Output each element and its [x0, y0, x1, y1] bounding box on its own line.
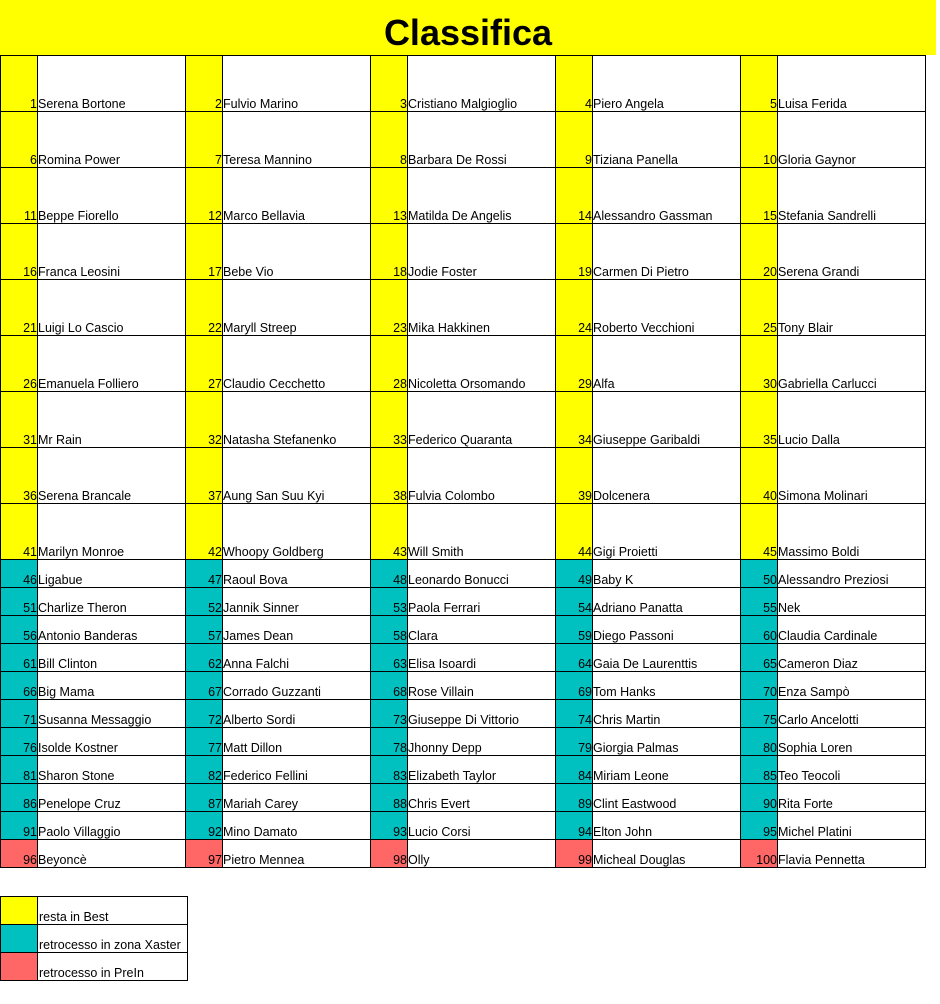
rank-number: 35	[741, 392, 778, 448]
rank-name: Bill Clinton	[38, 644, 186, 672]
rank-number: 89	[556, 784, 593, 812]
rank-name: Anna Falchi	[223, 644, 371, 672]
rank-name: Marilyn Monroe	[38, 504, 186, 560]
rank-name: Paola Ferrari	[408, 588, 556, 616]
rank-number: 71	[1, 700, 38, 728]
rank-name: Tiziana Panella	[593, 112, 741, 168]
legend-label-best: resta in Best	[38, 897, 188, 925]
rank-number: 13	[371, 168, 408, 224]
rank-name: Claudio Cecchetto	[223, 336, 371, 392]
rank-name: Rose Villain	[408, 672, 556, 700]
rank-number: 53	[371, 588, 408, 616]
rank-number: 24	[556, 280, 593, 336]
rank-number: 96	[1, 840, 38, 868]
rank-number: 86	[1, 784, 38, 812]
rank-name: Jodie Foster	[408, 224, 556, 280]
table-row	[1, 112, 926, 168]
legend-swatch-preln	[1, 953, 38, 981]
rank-number: 38	[371, 448, 408, 504]
table-row	[1, 560, 926, 588]
rank-name: Piero Angela	[593, 56, 741, 112]
rank-name: Mariah Carey	[223, 784, 371, 812]
rank-number: 90	[741, 784, 778, 812]
rank-number: 49	[556, 560, 593, 588]
rank-number: 61	[1, 644, 38, 672]
rank-name: Marco Bellavia	[223, 168, 371, 224]
rank-number: 68	[371, 672, 408, 700]
rank-name: Diego Passoni	[593, 616, 741, 644]
rank-name: Jhonny Depp	[408, 728, 556, 756]
rank-number: 25	[741, 280, 778, 336]
rank-number: 34	[556, 392, 593, 448]
legend-swatch-best	[1, 897, 38, 925]
rank-name: Chris Martin	[593, 700, 741, 728]
rank-name: Clara	[408, 616, 556, 644]
legend-label-xaster: retrocesso in zona Xaster	[38, 925, 188, 953]
table-row	[1, 812, 926, 840]
rank-number: 91	[1, 812, 38, 840]
rank-number: 87	[186, 784, 223, 812]
table-row	[1, 616, 926, 644]
table-row	[1, 56, 926, 112]
rank-number: 77	[186, 728, 223, 756]
rank-name: Giorgia Palmas	[593, 728, 741, 756]
table-row	[1, 504, 926, 560]
rank-number: 84	[556, 756, 593, 784]
rank-name: Sophia Loren	[778, 728, 926, 756]
rank-number: 21	[1, 280, 38, 336]
rank-number: 95	[741, 812, 778, 840]
rank-name: Gloria Gaynor	[778, 112, 926, 168]
rank-number: 27	[186, 336, 223, 392]
table-row	[1, 588, 926, 616]
rank-number: 32	[186, 392, 223, 448]
rank-number: 20	[741, 224, 778, 280]
rank-name: Fulvio Marino	[223, 56, 371, 112]
rank-name: Jannik Sinner	[223, 588, 371, 616]
rank-number: 92	[186, 812, 223, 840]
table-row	[1, 280, 926, 336]
rank-number: 80	[741, 728, 778, 756]
rank-number: 73	[371, 700, 408, 728]
legend-label-preln: retrocesso in PreIn	[38, 953, 188, 981]
rank-name: Mika Hakkinen	[408, 280, 556, 336]
rank-name: Tom Hanks	[593, 672, 741, 700]
rank-name: Roberto Vecchioni	[593, 280, 741, 336]
rank-number: 28	[371, 336, 408, 392]
rank-number: 45	[741, 504, 778, 560]
rank-number: 79	[556, 728, 593, 756]
rank-number: 88	[371, 784, 408, 812]
rank-name: Franca Leosini	[38, 224, 186, 280]
rank-number: 74	[556, 700, 593, 728]
rank-name: Corrado Guzzanti	[223, 672, 371, 700]
ranking-table	[0, 55, 926, 868]
rank-name: Adriano Panatta	[593, 588, 741, 616]
legend-table	[0, 896, 188, 981]
rank-number: 5	[741, 56, 778, 112]
rank-number: 65	[741, 644, 778, 672]
rank-name: Teo Teocoli	[778, 756, 926, 784]
rank-name: Matt Dillon	[223, 728, 371, 756]
rank-number: 44	[556, 504, 593, 560]
rank-number: 26	[1, 336, 38, 392]
rank-number: 63	[371, 644, 408, 672]
rank-name: Beppe Fiorello	[38, 168, 186, 224]
rank-number: 18	[371, 224, 408, 280]
rank-name: Maryll Streep	[223, 280, 371, 336]
rank-number: 67	[186, 672, 223, 700]
rank-number: 52	[186, 588, 223, 616]
table-row	[1, 224, 926, 280]
rank-name: Michel Platini	[778, 812, 926, 840]
rank-number: 16	[1, 224, 38, 280]
legend-row-xaster	[1, 925, 188, 953]
legend-row-best	[1, 897, 188, 925]
table-row	[1, 784, 926, 812]
legend-swatch-xaster	[1, 925, 38, 953]
rank-number: 9	[556, 112, 593, 168]
rank-number: 3	[371, 56, 408, 112]
rank-number: 12	[186, 168, 223, 224]
rank-number: 48	[371, 560, 408, 588]
rank-number: 69	[556, 672, 593, 700]
rank-number: 98	[371, 840, 408, 868]
rank-name: Sharon Stone	[38, 756, 186, 784]
rank-number: 70	[741, 672, 778, 700]
rank-name: Tony Blair	[778, 280, 926, 336]
rank-number: 39	[556, 448, 593, 504]
table-row	[1, 672, 926, 700]
rank-name: Matilda De Angelis	[408, 168, 556, 224]
rank-name: Alessandro Preziosi	[778, 560, 926, 588]
rank-name: Bebe Vio	[223, 224, 371, 280]
rank-name: Natasha Stefanenko	[223, 392, 371, 448]
rank-number: 17	[186, 224, 223, 280]
rank-number: 29	[556, 336, 593, 392]
rank-number: 72	[186, 700, 223, 728]
rank-name: Alessandro Gassman	[593, 168, 741, 224]
rank-name: Luigi Lo Cascio	[38, 280, 186, 336]
rank-name: Leonardo Bonucci	[408, 560, 556, 588]
rank-name: Elizabeth Taylor	[408, 756, 556, 784]
rank-number: 8	[371, 112, 408, 168]
rank-number: 6	[1, 112, 38, 168]
rank-name: Teresa Mannino	[223, 112, 371, 168]
rank-name: Clint Eastwood	[593, 784, 741, 812]
rank-name: Lucio Corsi	[408, 812, 556, 840]
rank-name: Claudia Cardinale	[778, 616, 926, 644]
rank-number: 10	[741, 112, 778, 168]
rank-name: Pietro Mennea	[223, 840, 371, 868]
table-row	[1, 392, 926, 448]
rank-number: 4	[556, 56, 593, 112]
rank-number: 78	[371, 728, 408, 756]
rank-number: 51	[1, 588, 38, 616]
rank-number: 100	[741, 840, 778, 868]
rank-name: Ligabue	[38, 560, 186, 588]
rank-number: 46	[1, 560, 38, 588]
rank-number: 58	[371, 616, 408, 644]
rank-name: Federico Quaranta	[408, 392, 556, 448]
table-row	[1, 644, 926, 672]
rank-number: 54	[556, 588, 593, 616]
rank-number: 1	[1, 56, 38, 112]
rank-name: Penelope Cruz	[38, 784, 186, 812]
rank-name: Olly	[408, 840, 556, 868]
rank-name: Susanna Messaggio	[38, 700, 186, 728]
rank-number: 81	[1, 756, 38, 784]
rank-name: Massimo Boldi	[778, 504, 926, 560]
rank-name: James Dean	[223, 616, 371, 644]
rank-number: 23	[371, 280, 408, 336]
rank-name: Federico Fellini	[223, 756, 371, 784]
rank-number: 64	[556, 644, 593, 672]
rank-name: Isolde Kostner	[38, 728, 186, 756]
rank-number: 82	[186, 756, 223, 784]
rank-name: Giuseppe Di Vittorio	[408, 700, 556, 728]
rank-name: Serena Bortone	[38, 56, 186, 112]
rank-name: Elton John	[593, 812, 741, 840]
rank-number: 85	[741, 756, 778, 784]
rank-number: 41	[1, 504, 38, 560]
rank-number: 50	[741, 560, 778, 588]
rank-number: 83	[371, 756, 408, 784]
rank-name: Big Mama	[38, 672, 186, 700]
rank-name: Gabriella Carlucci	[778, 336, 926, 392]
rank-number: 47	[186, 560, 223, 588]
rank-name: Serena Grandi	[778, 224, 926, 280]
rank-name: Will Smith	[408, 504, 556, 560]
rank-number: 31	[1, 392, 38, 448]
rank-number: 7	[186, 112, 223, 168]
rank-number: 76	[1, 728, 38, 756]
rank-name: Nicoletta Orsomando	[408, 336, 556, 392]
rank-name: Enza Sampò	[778, 672, 926, 700]
rank-name: Cristiano Malgioglio	[408, 56, 556, 112]
rank-number: 33	[371, 392, 408, 448]
rank-name: Baby K	[593, 560, 741, 588]
rank-name: Serena Brancale	[38, 448, 186, 504]
table-row	[1, 700, 926, 728]
rank-number: 94	[556, 812, 593, 840]
rank-number: 40	[741, 448, 778, 504]
rank-name: Fulvia Colombo	[408, 448, 556, 504]
rank-number: 56	[1, 616, 38, 644]
rank-name: Charlize Theron	[38, 588, 186, 616]
page-title: Classifica	[0, 0, 936, 55]
rank-number: 55	[741, 588, 778, 616]
rank-name: Elisa Isoardi	[408, 644, 556, 672]
rank-name: Barbara De Rossi	[408, 112, 556, 168]
rank-name: Stefania Sandrelli	[778, 168, 926, 224]
rank-number: 93	[371, 812, 408, 840]
rank-number: 43	[371, 504, 408, 560]
rank-name: Simona Molinari	[778, 448, 926, 504]
rank-name: Paolo Villaggio	[38, 812, 186, 840]
rank-number: 11	[1, 168, 38, 224]
rank-name: Mr Rain	[38, 392, 186, 448]
table-row	[1, 168, 926, 224]
rank-name: Giuseppe Garibaldi	[593, 392, 741, 448]
table-row	[1, 840, 926, 868]
table-row	[1, 728, 926, 756]
rank-name: Romina Power	[38, 112, 186, 168]
rank-number: 62	[186, 644, 223, 672]
rank-number: 14	[556, 168, 593, 224]
rank-name: Gigi Proietti	[593, 504, 741, 560]
rank-name: Cameron Diaz	[778, 644, 926, 672]
rank-name: Rita Forte	[778, 784, 926, 812]
rank-name: Micheal Douglas	[593, 840, 741, 868]
rank-number: 57	[186, 616, 223, 644]
legend-row-preln	[1, 953, 188, 981]
rank-name: Alberto Sordi	[223, 700, 371, 728]
rank-number: 22	[186, 280, 223, 336]
rank-name: Antonio Banderas	[38, 616, 186, 644]
rank-number: 75	[741, 700, 778, 728]
rank-name: Whoopy Goldberg	[223, 504, 371, 560]
rank-number: 19	[556, 224, 593, 280]
rank-name: Carmen Di Pietro	[593, 224, 741, 280]
rank-name: Miriam Leone	[593, 756, 741, 784]
rank-name: Nek	[778, 588, 926, 616]
rank-number: 2	[186, 56, 223, 112]
rank-name: Raoul Bova	[223, 560, 371, 588]
table-row	[1, 756, 926, 784]
table-row	[1, 336, 926, 392]
rank-number: 60	[741, 616, 778, 644]
rank-number: 42	[186, 504, 223, 560]
rank-number: 59	[556, 616, 593, 644]
rank-name: Mino Damato	[223, 812, 371, 840]
rank-name: Alfa	[593, 336, 741, 392]
rank-number: 15	[741, 168, 778, 224]
rank-number: 36	[1, 448, 38, 504]
rank-name: Chris Evert	[408, 784, 556, 812]
rank-number: 99	[556, 840, 593, 868]
rank-name: Gaia De Laurenttis	[593, 644, 741, 672]
table-row	[1, 448, 926, 504]
rank-number: 30	[741, 336, 778, 392]
rank-name: Emanuela Folliero	[38, 336, 186, 392]
rank-name: Luisa Ferida	[778, 56, 926, 112]
rank-number: 97	[186, 840, 223, 868]
rank-name: Dolcenera	[593, 448, 741, 504]
rank-number: 66	[1, 672, 38, 700]
rank-name: Aung San Suu Kyi	[223, 448, 371, 504]
rank-name: Beyoncè	[38, 840, 186, 868]
rank-number: 37	[186, 448, 223, 504]
rank-name: Flavia Pennetta	[778, 840, 926, 868]
rank-name: Carlo Ancelotti	[778, 700, 926, 728]
rank-name: Lucio Dalla	[778, 392, 926, 448]
